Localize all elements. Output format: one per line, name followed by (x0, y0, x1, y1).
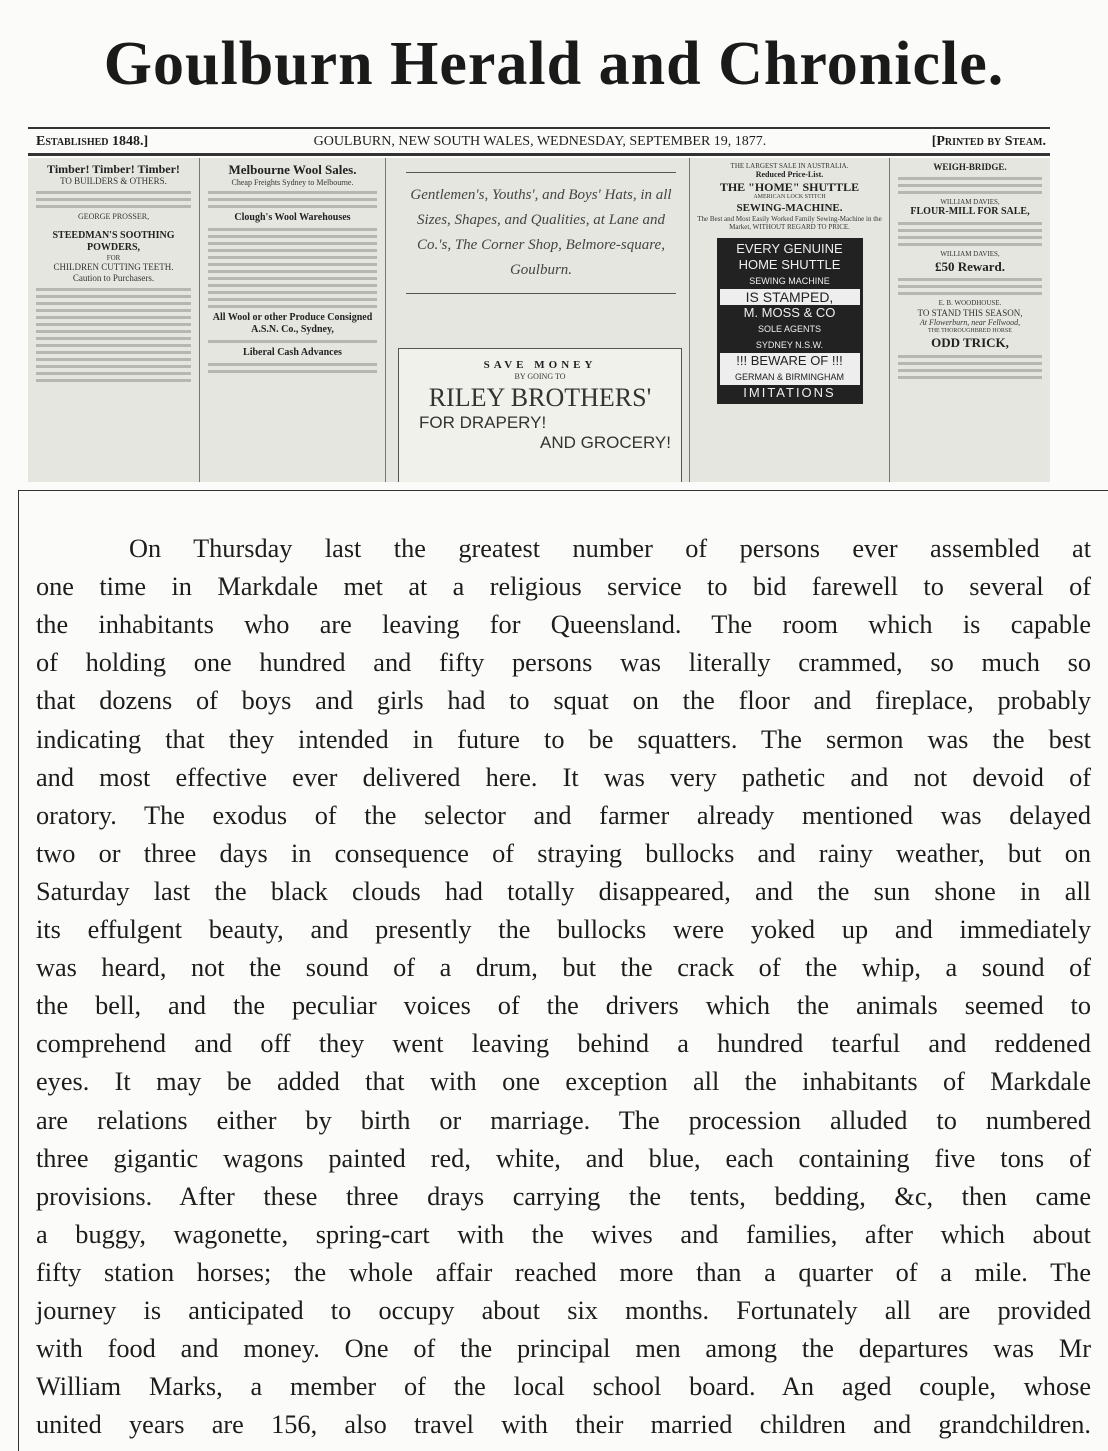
ad-heading: All Wool or other Produce Consigned A.S.N. Co., Sydney, (212, 312, 373, 336)
advertisement-strip (28, 158, 1050, 482)
article-line: indicating that they intended in future to be squatters. The sermon was the best (36, 724, 1091, 754)
ad-column-wool (200, 158, 386, 482)
ad-text: BY GOING TO (514, 372, 566, 382)
ad-heading: TO STAND THIS SEASON, (917, 307, 1023, 318)
article-line: of holding one hundred and fifty persons was literally crammed, so much so (36, 648, 1091, 678)
ad-subheading: TO BUILDERS & OTHERS. (60, 176, 167, 187)
ad-column-sewing (690, 158, 890, 482)
ad-text: IMITATIONS (743, 384, 836, 400)
ad-signature: GEORGE PROSSER, (77, 212, 150, 222)
ad-text: IS STAMPED, (720, 289, 860, 305)
article-line: that dozens of boys and girls had to squat on the floor and fireplace, probably (36, 686, 1091, 716)
article-line: William Marks, a member of the local school board. An aged couple, whose (36, 1372, 1091, 1402)
ad-heading: Timber! Timber! Timber! (47, 162, 180, 176)
ad-subheading: Cheap Freights Sydney to Melbourne. (231, 177, 354, 187)
article-line: Saturday last the black clouds had totally disappeared, and the sun shone in all (36, 876, 1091, 906)
ad-subheading: Reduced Price-List. (755, 170, 824, 180)
ad-text: GERMAN & BIRMINGHAM (720, 369, 860, 385)
article-line: the bell, and the peculiar voices of the drivers which the animals seemed to (36, 991, 1091, 1021)
ad-text: EVERY GENUINE (736, 240, 843, 256)
ad-heading: SAVE MONEY (483, 359, 597, 371)
article-line: eyes. It may be added that with one exception all the inhabitants of Markdale (36, 1067, 1091, 1097)
ad-text: FOR DRAPERY! (419, 412, 547, 432)
ad-signature: WILLIAM DAVIES, (940, 250, 1000, 259)
article-line: a buggy, wagonette, spring-cart with the wives and families, after which about (36, 1219, 1091, 1249)
ad-heading: SEWING-MACHINE. (736, 201, 843, 214)
ad-text: The Best and Most Easily Worked Family Sewing-Machine in the Market, WITHOUT REGARD TO PRICE. (697, 214, 882, 232)
article-line: its effulgent beauty, and presently the bullocks were yoked up and immediately (36, 915, 1091, 944)
riley-brothers-ad (398, 348, 682, 482)
dateline (36, 133, 1046, 151)
masthead-title: Goulburn Herald and Chronicle. (103, 30, 1005, 98)
ad-column-hats (386, 158, 690, 482)
article-line: with food and money. One of the principal men among the departures was Mr (36, 1334, 1091, 1364)
date-location: GOULBURN, NEW SOUTH WALES, WEDNESDAY, SEPTEMBER 19, 1877. (313, 134, 767, 149)
ad-heading: ODD TRICK, (931, 335, 1009, 351)
hats-ad: Gentlemen's, Youths', and Boys' Hats, in all Sizes, Shapes, and Qualities, at Lane and Co.'s, The Corner Shop, Belmore-square, Goulburn. (406, 172, 676, 294)
printed-label: [Printed by Steam. (931, 134, 1046, 149)
ad-text: HOME SHUTTLE (738, 256, 841, 272)
stamped-trademark-ad (717, 238, 863, 404)
ad-text: At Flowerburn, near Fellwood, (919, 318, 1021, 328)
article-line: the inhabitants who are leaving for Queensland. The room which is capable (36, 610, 1091, 640)
ad-text: THE LARGEST SALE IN AUSTRALIA. (730, 162, 849, 170)
article-body (18, 490, 1108, 1451)
ad-heading: WEIGH-BRIDGE. (933, 162, 1007, 172)
ad-subheading: Caution to Purchasers. (72, 272, 155, 283)
ad-text: AND GROCERY! (540, 433, 671, 453)
ad-text: !!! BEWARE OF !!! (720, 353, 860, 369)
ad-text: SOLE AGENTS (757, 323, 822, 334)
article-line: comprehend and off they went leaving behind a hundred tearful and reddened (36, 1029, 1091, 1059)
article-line: fifty station horses; the whole affair reached more than a quarter of a mile. The (36, 1257, 1091, 1287)
article-line: two or three days in consequence of straying bullocks and rainy weather, but on (36, 838, 1091, 868)
article-line: was heard, not the sound of a drum, but the crack of the whip, a sound of (36, 953, 1091, 983)
article-line: united years are 156, also travel with their married children and grandchildren. (36, 1410, 1091, 1440)
article-line: three gigantic wagons painted red, white, and blue, each containing five tons of (36, 1143, 1091, 1173)
article-line: provisions. After these three drays carrying the tents, bedding, &c, then came (36, 1181, 1091, 1211)
ad-text: THE THOROUGHBRED HORSE (928, 327, 1012, 334)
article-line: journey is anticipated to occupy about six months. Fortunately all are provided (36, 1296, 1091, 1325)
article-line: and most effective ever delivered here. It was very pathetic and not devoid of (36, 762, 1091, 792)
ad-signature: WILLIAM DAVIES, (940, 197, 1000, 206)
ad-heading: THE "HOME" SHUTTLE (719, 179, 860, 194)
ad-heading: Melbourne Wool Sales. (228, 162, 357, 177)
ad-heading: £50 Reward. (934, 258, 1006, 274)
article-line: are relations either by birth or marriage. The procession alluded to numbered (36, 1105, 1091, 1135)
ad-subheading: Clough's Wool Warehouses (234, 212, 351, 224)
ad-signature: E. B. WOODHOUSE. (938, 299, 1002, 308)
divider (28, 127, 1050, 129)
ad-text: M. MOSS & CO (743, 304, 836, 320)
article-line: On Thursday last the greatest number of persons ever assembled at (129, 534, 1091, 563)
established-label: Established 1848.] (36, 134, 149, 149)
ad-text: AMERICAN LOCK STITCH (753, 194, 826, 201)
ad-heading: STEEDMAN'S SOOTHING POWDERS, (52, 229, 175, 253)
divider (28, 153, 1050, 156)
ad-heading: FLOUR-MILL FOR SALE, (910, 206, 1030, 218)
ad-text: SYDNEY N.S.W. (755, 339, 824, 350)
ad-column-timber (28, 158, 200, 482)
ad-text: SEWING MACHINE (749, 275, 830, 286)
ad-subheading: Liberal Cash Advances (243, 347, 342, 359)
ad-column-notices (890, 158, 1050, 482)
article-line: oratory. The exodus of the selector and farmer already mentioned was delayed (36, 800, 1091, 830)
ad-subheading: CHILDREN CUTTING TEETH. (53, 262, 174, 273)
article-line: one time in Markdale met at a religious service to bid farewell to several of (36, 572, 1091, 602)
ad-text: FOR (106, 253, 121, 262)
ad-heading: RILEY BROTHERS' (428, 382, 652, 412)
